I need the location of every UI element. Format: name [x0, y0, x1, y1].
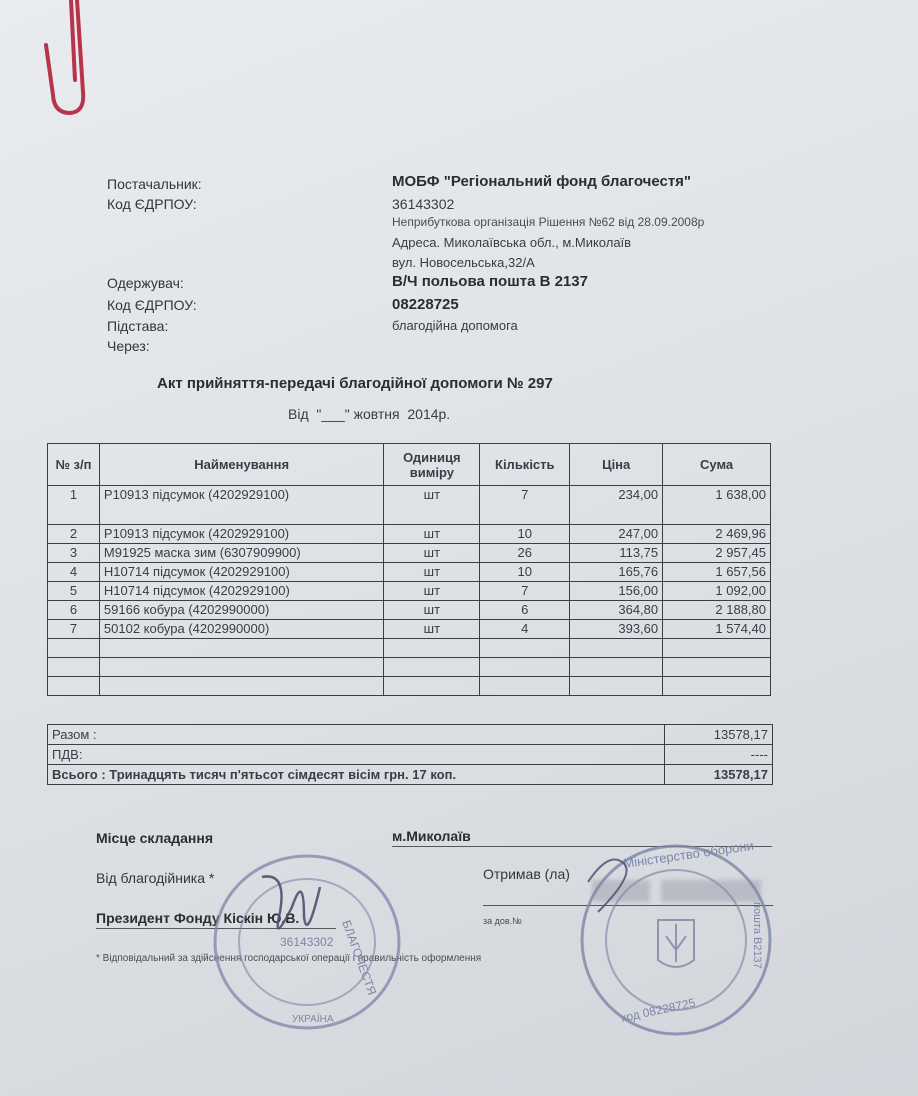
act-title: Акт прийняття-передачі благодійної допомоги № 297 [157, 375, 553, 392]
table-row [48, 601, 771, 620]
received-label: Отримав (ла) [483, 866, 570, 882]
col-header-num: № з/п [48, 444, 100, 486]
footnote: * Відповідальний за здійснення господарської операції і правильність оформлення [96, 953, 482, 964]
totals-table [47, 724, 773, 785]
act-date: Від "___" жовтня 2014р. [288, 406, 451, 422]
row-name: Н10714 підсумок (4202929100) [99, 582, 384, 601]
row-qty: 10 [480, 525, 570, 544]
place-label: Місце складання [96, 830, 214, 846]
row-name: 50102 кобура (4202990000) [99, 620, 384, 639]
row-unit: шт [384, 601, 480, 620]
empty-table-row [48, 658, 771, 677]
row-num: 3 [48, 544, 100, 563]
via-label: Через: [107, 338, 150, 354]
president-label: Президент Фонду Кіскін Ю.В. [96, 910, 300, 926]
supplier-label: Постачальник: [107, 176, 202, 192]
empty-cell [384, 658, 480, 677]
empty-cell [384, 677, 480, 696]
fund-stamp-code: 36143302 [280, 935, 334, 949]
recipient-name: В/Ч польова пошта В 2137 [392, 273, 588, 290]
total-row [48, 765, 773, 785]
subtotal-row [48, 725, 773, 745]
empty-cell [570, 639, 663, 658]
supplier-code-label: Код ЄДРПОУ: [107, 196, 197, 212]
table-header-row [48, 444, 771, 486]
row-price: 247,00 [570, 525, 663, 544]
supplier-address-line2: вул. Новосельська,32/А [392, 255, 535, 270]
military-stamp-text-3: пошта В2137 [751, 902, 763, 969]
fund-stamp-text-1: БЛАГОЧЕСТЯ [339, 918, 380, 997]
row-sum: 2 957,45 [663, 544, 771, 563]
items-table-body [48, 486, 771, 696]
col-header-name: Найменування [99, 444, 384, 486]
row-qty: 7 [480, 486, 570, 525]
empty-cell [48, 639, 100, 658]
by-proxy-note: за дов.№ [483, 916, 522, 926]
row-name: Н10714 підсумок (4202929100) [99, 563, 384, 582]
supplier-code: 36143302 [392, 196, 455, 212]
row-price: 364,80 [570, 601, 663, 620]
supplier-note: Неприбуткова організація Рішення №62 від 28.09.2008р [392, 215, 705, 229]
empty-cell [480, 639, 570, 658]
table-row [48, 486, 771, 525]
military-stamp-code: код 08228725 [619, 995, 697, 1025]
empty-cell [99, 677, 384, 696]
row-num: 4 [48, 563, 100, 582]
total-value: 13578,17 [665, 765, 773, 785]
row-sum: 1 657,56 [663, 563, 771, 582]
subtotal-label: Разом : [48, 725, 665, 745]
table-row [48, 525, 771, 544]
row-price: 165,76 [570, 563, 663, 582]
table-row [48, 582, 771, 601]
total-label: Всього : Тринадцять тисяч п'ятьсот сімдесят вісім грн. 17 коп. [48, 765, 665, 785]
empty-cell [48, 658, 100, 677]
recipient-code: 08228725 [392, 296, 459, 313]
row-unit: шт [384, 582, 480, 601]
military-stamp-text-1: Міністерство оборони [622, 837, 755, 871]
row-qty: 10 [480, 563, 570, 582]
supplier-address-line1: Адреса. Миколаївська обл., м.Миколаїв [392, 235, 632, 250]
row-price: 234,00 [570, 486, 663, 525]
military-stamp [578, 837, 774, 1043]
vat-row [48, 745, 773, 765]
empty-cell [480, 677, 570, 696]
empty-table-row [48, 639, 771, 658]
row-num: 7 [48, 620, 100, 639]
row-price: 156,00 [570, 582, 663, 601]
row-num: 2 [48, 525, 100, 544]
row-name: 59166 кобура (4202990000) [99, 601, 384, 620]
row-sum: 1 638,00 [663, 486, 771, 525]
row-name: Р10913 підсумок (4202929100) [99, 525, 384, 544]
row-num: 1 [48, 486, 100, 525]
recipient-label: Одержувач: [107, 275, 184, 291]
empty-table-row [48, 677, 771, 696]
row-num: 6 [48, 601, 100, 620]
items-table [47, 443, 771, 696]
row-qty: 7 [480, 582, 570, 601]
empty-cell [570, 677, 663, 696]
paper-clip-icon [40, 0, 100, 125]
empty-cell [663, 639, 771, 658]
vat-value: ---- [665, 745, 773, 765]
empty-cell [99, 639, 384, 658]
row-name: М91925 маска зим (6307909900) [99, 544, 384, 563]
from-donor-label: Від благодійника * [96, 870, 215, 886]
row-sum: 1 574,40 [663, 620, 771, 639]
fund-stamp-text-2: УКРАЇНА [292, 1014, 334, 1025]
empty-cell [384, 639, 480, 658]
row-sum: 2 188,80 [663, 601, 771, 620]
empty-cell [663, 677, 771, 696]
row-price: 393,60 [570, 620, 663, 639]
col-header-unit: Одиниця виміру [384, 444, 480, 486]
row-unit: шт [384, 620, 480, 639]
recipient-code-label: Код ЄДРПОУ: [107, 297, 197, 313]
row-sum: 2 469,96 [663, 525, 771, 544]
row-num: 5 [48, 582, 100, 601]
row-unit: шт [384, 525, 480, 544]
basis-label: Підстава: [107, 318, 169, 334]
subtotal-value: 13578,17 [665, 725, 773, 745]
table-row [48, 563, 771, 582]
row-qty: 6 [480, 601, 570, 620]
row-sum: 1 092,00 [663, 582, 771, 601]
empty-cell [663, 658, 771, 677]
table-row [48, 620, 771, 639]
col-header-price: Ціна [570, 444, 663, 486]
row-name: Р10913 підсумок (4202929100) [99, 486, 384, 525]
col-header-qty: Кількість [480, 444, 570, 486]
row-qty: 4 [480, 620, 570, 639]
row-unit: шт [384, 486, 480, 525]
row-unit: шт [384, 544, 480, 563]
empty-cell [570, 658, 663, 677]
empty-cell [480, 658, 570, 677]
table-row [48, 544, 771, 563]
row-price: 113,75 [570, 544, 663, 563]
vat-label: ПДВ: [48, 745, 665, 765]
empty-cell [48, 677, 100, 696]
basis-value: благодійна допомога [392, 318, 518, 333]
empty-cell [99, 658, 384, 677]
row-qty: 26 [480, 544, 570, 563]
row-unit: шт [384, 563, 480, 582]
place-value: м.Миколаїв [392, 828, 471, 844]
fund-stamp [212, 852, 402, 1037]
supplier-name: МОБФ "Регіональний фонд благочестя" [392, 173, 692, 190]
col-header-sum: Сума [663, 444, 771, 486]
